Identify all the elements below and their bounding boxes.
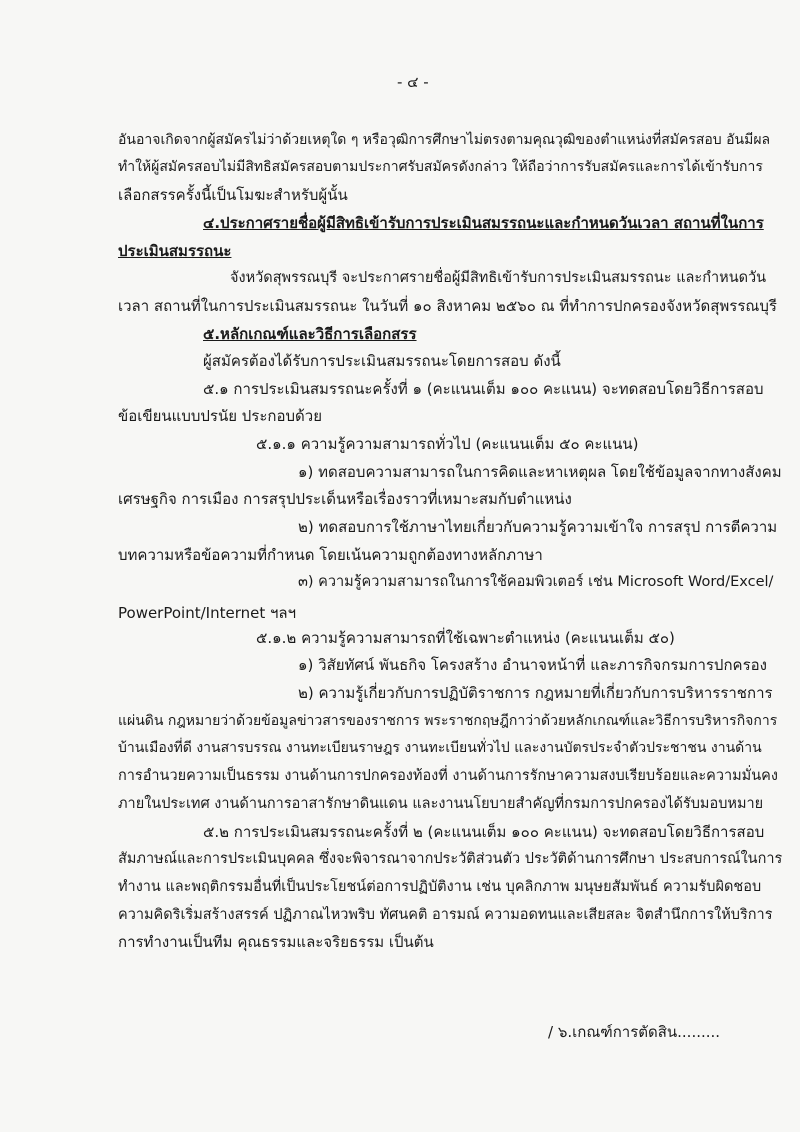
text-line: ทำให้ผู้สมัครสอบไม่มีสิทธิสมัครสอบตามประกาศรับสมัครดังกล่าว ให้ถือว่าการรับสมัครและการได้เข้ารับการ xyxy=(118,159,763,175)
text-line: ๑) วิสัยทัศน์ พันธกิจ โครงสร้าง อำนาจหน้าที่ และภารกิจกรมการปกครอง xyxy=(298,656,767,674)
text-line: ๕.๑ การประเมินสมรรถนะครั้งที่ ๑ (คะแนนเต็ม ๑๐๐ คะแนน) จะทดสอบโดยวิธีการสอบ xyxy=(203,380,764,398)
page-number: - ๔ - xyxy=(397,73,429,91)
text-line: ผู้สมัครต้องได้รับการประเมินสมรรถนะโดยการสอบ ดังนี้ xyxy=(203,352,561,370)
section-heading-5: ๕.หลักเกณฑ์และวิธีการเลือกสรร xyxy=(203,325,417,343)
subsection-5-1-2: ๕.๑.๒ ความรู้ความสามารถที่ใช้เฉพาะตำแหน่ง (คะแนนเต็ม ๕๐) xyxy=(256,629,675,647)
text-line: จังหวัดสุพรรณบุรี จะประกาศรายชื่อผู้มีสิทธิเข้ารับการประเมินสมรรถนะ และกำหนดวัน xyxy=(230,270,767,286)
section-heading-4: ๔.ประกาศรายชื่อผู้มีสิทธิเข้ารับการประเมินสมรรถนะและกำหนดวันเวลา สถานที่ในการ xyxy=(203,214,764,232)
section-heading-4-cont: ประเมินสมรรถนะ xyxy=(118,242,232,260)
text-line: เวลา สถานที่ในการประเมินสมรรถนะ ในวันที่ ๑๐ สิงหาคม ๒๕๖๐ ณ ที่ทำการปกครองจังหวัดสุพรรณบุรี xyxy=(118,297,777,315)
text-line: ๒) ทดสอบการใช้ภาษาไทยเกี่ยวกับความรู้ความเข้าใจ การสรุป การตีความ xyxy=(298,518,778,536)
text-line: อันอาจเกิดจากผู้สมัครไม่ว่าด้วยเหตุใด ๆ หรือวุฒิการศึกษาไม่ตรงตามคุณวุฒิของตำแหน่งที่สมัครสอบ อันมีผล xyxy=(118,132,771,148)
text-line: เลือกสรรครั้งนี้เป็นโมฆะสำหรับผู้นั้น xyxy=(118,186,348,204)
text-line: ข้อเขียนแบบปรนัย ประกอบด้วย xyxy=(118,407,322,425)
text-line: ๓) ความรู้ความสามารถในการใช้คอมพิวเตอร์ เช่น Microsoft Word/Excel/ xyxy=(298,574,774,590)
text-line: ภายในประเทศ งานด้านการอาสารักษาดินแดน และงานนโยบายสำคัญที่กรมการปกครองได้รับมอบหมาย xyxy=(118,796,764,812)
text-line: PowerPoint/Internet ฯลฯ xyxy=(118,604,297,622)
text-line: เศรษฐกิจ การเมือง การสรุปประเด็นหรือเรื่องราวที่เหมาะสมกับตำแหน่ง xyxy=(118,490,572,508)
text-line: ๒) ความรู้เกี่ยวกับการปฏิบัติราชการ กฎหมายที่เกี่ยวกับการบริหารราชการ xyxy=(298,684,773,702)
text-line: ทำงาน และพฤติกรรมอื่นที่เป็นประโยชน์ต่อการปฏิบัติงาน เช่น บุคลิกภาพ มนุษยสัมพันธ์ ความรับผิดชอบ xyxy=(118,879,762,895)
text-line: แผ่นดิน กฎหมายว่าด้วยข้อมูลข่าวสารของราชการ พระราชกฤษฎีกาว่าด้วยหลักเกณฑ์และวิธีการบริหารกิจการ xyxy=(118,713,778,729)
subsection-5-1-1: ๕.๑.๑ ความรู้ความสามารถทั่วไป (คะแนนเต็ม ๕๐ คะแนน) xyxy=(256,435,639,453)
text-line: ๑) ทดสอบความสามารถในการคิดและหาเหตุผล โดยใช้ข้อมูลจากทางสังคม xyxy=(298,463,782,481)
text-line: บ้านเมืองที่ดี งานสารบรรณ งานทะเบียนราษฎร งานทะเบียนทั่วไป และงานบัตรประจำตัวประชาชน งานด้าน xyxy=(118,740,762,756)
continuation-footer: / ๖.เกณฑ์การตัดสิน......... xyxy=(548,1023,721,1041)
text-line: สัมภาษณ์และการประเมินบุคคล ซึ่งจะพิจารณาจากประวัติส่วนตัว ประวัติด้านการศึกษา ประสบการณ์ในการ xyxy=(118,851,783,867)
text-line: การอำนวยความเป็นธรรม งานด้านการปกครองท้องที่ งานด้านการรักษาความสงบเรียบร้อยและความมั่นคง xyxy=(118,768,778,784)
text-line: ความคิดริเริ่มสร้างสรรค์ ปฏิภาณไหวพริบ ทัศนคติ อารมณ์ ความอดทนและเสียสละ จิตสำนึกการให้บริการ xyxy=(118,907,773,923)
text-line: การทำงานเป็นทีม คุณธรรมและจริยธรรม เป็นต้น xyxy=(118,933,434,951)
text-line: บทความหรือข้อความที่กำหนด โดยเน้นความถูกต้องทางหลักภาษา xyxy=(118,546,543,564)
subsection-5-2: ๕.๒ การประเมินสมรรถนะครั้งที่ ๒ (คะแนนเต็ม ๑๐๐ คะแนน) จะทดสอบโดยวิธีการสอบ xyxy=(203,823,765,841)
